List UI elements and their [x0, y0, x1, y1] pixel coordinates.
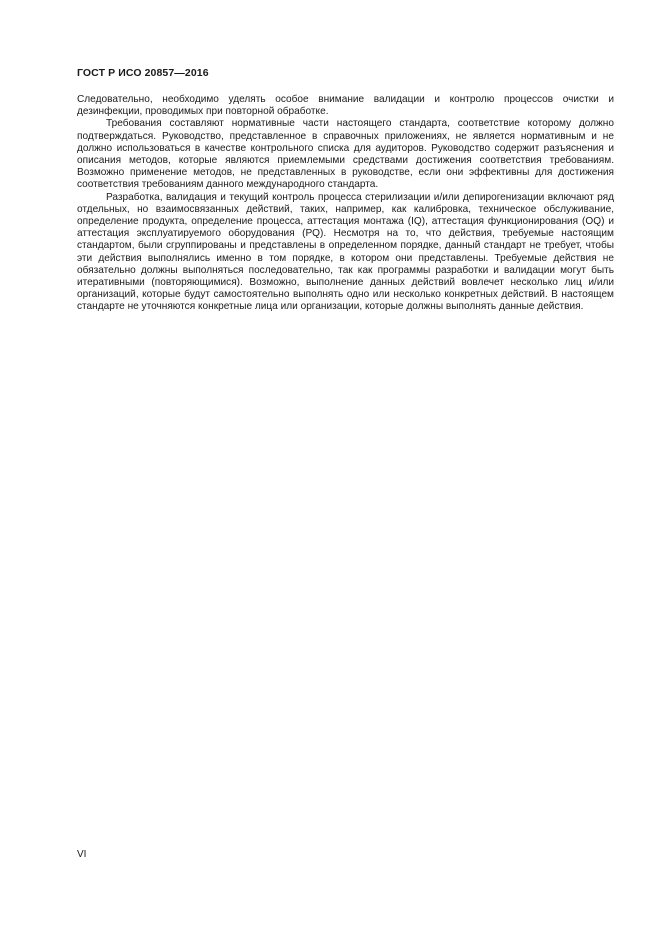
paragraph-continuation: Следовательно, необходимо уделять особое внимание валидации и контролю процессов очистки и дезинфекции, проводимых при повторной обработке.: [77, 94, 614, 118]
page-number: VI: [77, 849, 87, 860]
paragraph-requirements: Требования составляют нормативные части настоящего стандарта, соответствие которому должно подтверждаться. Руководство, представленное в справочных приложениях, не является нормативным и не должно использоваться в качестве контрольного списка для аудиторов. Руководство содержит разъяснения и описания методов, которые являются приемлемыми средствами достижения соответствия требованиям. Возможно применение методов, не представленных в руководстве, если они эффективны для достижения соответствия требованиям данного международного стандарта.: [77, 118, 614, 191]
standard-header: ГОСТ Р ИСО 20857—2016: [77, 67, 209, 79]
document-body: [77, 94, 614, 314]
paragraph-development: Разработка, валидация и текущий контроль процесса стерилизации и/или депирогенизации включают ряд отдельных, но взаимосвязанных действий, таких, например, как калибровка, техническое обслуживание, определение продукта, определение процесса, аттестация монтажа (IQ), аттестация функционирования (OQ) и аттестация эксплуатируемого оборудования (PQ). Несмотря на то, что действия, требуемые настоящим стандартом, были сгруппированы и представлены в определенном порядке, данный стандарт не требует, чтобы эти действия выполнялись именно в том порядке, в котором они представлены. Требуемые действия не обязательно должны выполняться последовательно, так как программы разработки и валидации могут быть итеративными (повторяющимися). Возможно, выполнение данных действий вовлечет несколько лиц и/или организаций, которые будут самостоятельно выполнять одно или несколько конкретных действий. В настоящем стандарте не уточняются конкретные лица или организации, которые должны выполнять данные действия.: [77, 191, 614, 313]
